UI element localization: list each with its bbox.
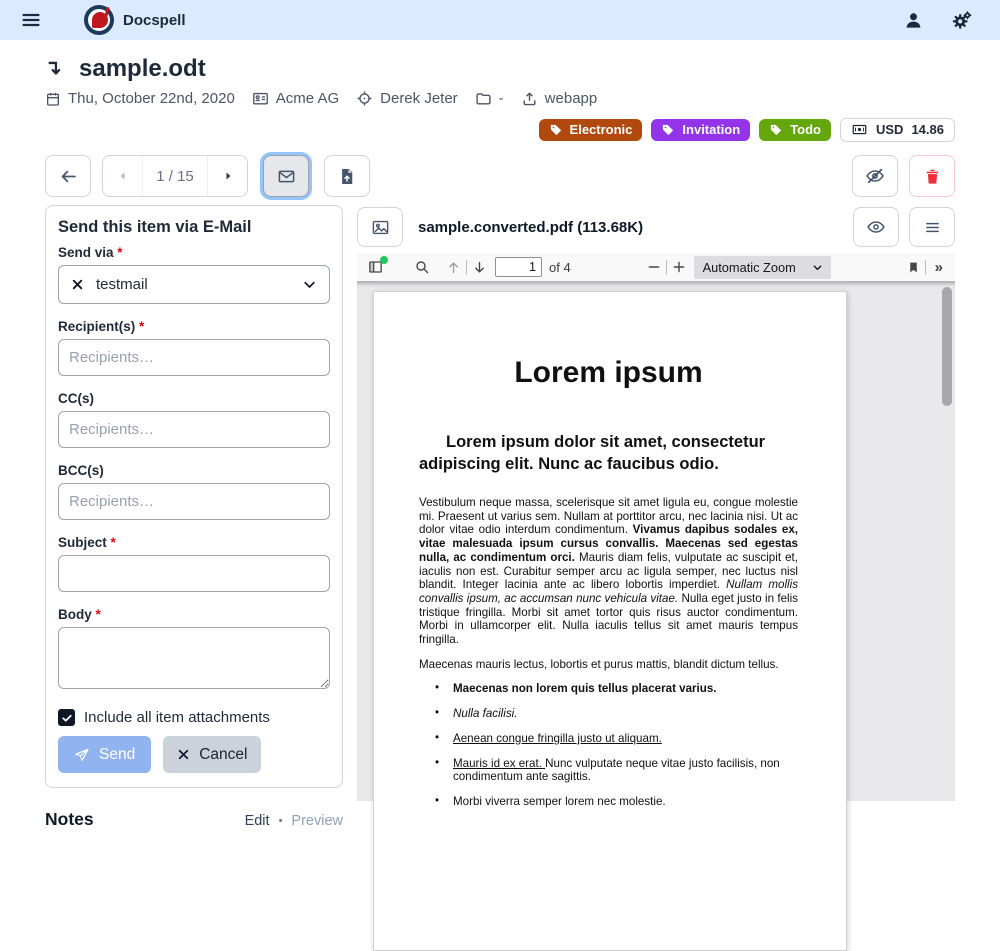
item-pager [102,155,248,197]
pdf-more-tools-button[interactable]: » [934,258,944,276]
attachment-preview-button[interactable] [357,207,403,247]
close-icon [177,748,190,761]
mail-form-heading: Send this item via E-Mail [58,218,252,236]
send-via-label: Send via * [58,245,123,260]
pdf-bookmark-button[interactable] [907,253,920,281]
send-via-select[interactable] [58,265,330,304]
attachment-view-button[interactable] [853,207,899,247]
pdf-bullet-list [419,682,798,808]
crosshair-icon [356,90,373,107]
include-attachments-row[interactable] [58,709,330,726]
app-logo[interactable] [84,5,186,35]
attachment-header [357,205,955,253]
pdf-scrollbar-thumb[interactable] [942,287,952,406]
subject-input[interactable] [58,555,330,592]
top-navbar [0,0,1000,40]
menu-hamburger-icon[interactable] [18,7,44,33]
clear-selection-icon[interactable] [71,278,84,291]
image-icon [371,218,390,237]
item-correspondent[interactable]: Acme AG [252,90,339,107]
menu-lines-icon [924,219,941,236]
bcc-input[interactable] [58,483,330,520]
pdf-doc-subtitle: Lorem ipsum dolor sit amet, consectetur adipiscing elit. Nunc ac faucibus odio. [419,433,766,473]
body-label: Body * [58,607,101,622]
pdf-toolbar [357,253,955,282]
arrow-left-icon [59,167,78,186]
docspell-logo-icon [84,5,114,35]
pdf-bullet-item: • Maecenas non lorem quis tellus placerat varius. [435,681,717,696]
include-attachments-checkbox[interactable] [58,709,75,726]
pdf-page-number-input[interactable] [495,257,542,277]
sidebar-indicator-dot [380,256,388,264]
send-via-value: testmail [96,276,148,293]
eye-icon [866,217,886,237]
pdf-sidebar-toggle-button[interactable] [367,253,384,281]
item-date: Thu, October 22nd, 2020 [45,90,235,107]
item-download-icon[interactable] [45,59,66,80]
app-name: Docspell [123,11,186,29]
arrow-up-icon [446,260,461,275]
cc-label: CC(s) [58,391,94,406]
notes-separator: • [278,815,283,827]
tags-row [45,118,955,142]
trash-icon [924,167,941,186]
pdf-doc-title: Lorem ipsum [514,356,703,389]
body-textarea[interactable] [58,627,330,689]
pdf-zoom-out-button[interactable] [647,253,661,281]
chevron-right-icon [222,170,234,182]
recipients-input[interactable] [58,339,330,376]
chevron-left-icon [117,170,129,182]
recipients-label: Recipient(s) * [58,319,145,334]
pdf-scrollbar[interactable] [942,284,952,799]
pdf-zoom-select[interactable]: Automatic Zoom [694,256,831,279]
item-concerning-person[interactable]: Derek Jeter [356,90,458,107]
bcc-label: BCC(s) [58,463,104,478]
search-icon [414,259,430,275]
cc-input[interactable] [58,411,330,448]
notes-edit-link[interactable]: Edit [244,813,270,829]
check-icon [61,712,73,724]
pdf-page-count: of 4 [549,259,571,275]
delete-item-button[interactable] [909,155,955,197]
item-folder[interactable]: - [475,90,504,107]
pdf-search-button[interactable] [414,253,430,281]
envelope-icon [277,167,296,186]
calendar-icon [45,91,61,107]
amount-currency: USD [876,122,904,137]
eye-slash-icon [865,166,885,186]
item-toolbar [45,155,955,197]
notes-heading: Notes [45,809,94,829]
notes-preview-link[interactable]: Preview [291,813,343,829]
tag-icon [661,123,675,137]
back-button[interactable] [45,155,91,197]
upload-icon [521,90,538,107]
plus-icon [672,260,686,274]
send-mail-form [45,205,343,788]
chevron-down-icon [812,262,823,273]
cancel-button[interactable]: Cancel [163,736,261,773]
add-files-button[interactable] [324,155,370,197]
attachment-menu-button[interactable] [909,207,955,247]
subject-label: Subject * [58,535,116,550]
user-icon[interactable] [904,11,923,30]
attachment-name: sample.converted.pdf (113.68K) [418,218,644,236]
tag-badge[interactable]: Todo [759,119,831,141]
paper-plane-icon [74,747,90,763]
pager-position: 1 / 15 [156,167,194,185]
hide-item-button[interactable] [852,155,898,197]
amount-badge [840,118,955,142]
pager-next-button[interactable] [207,156,247,196]
tag-badge[interactable]: Electronic [539,119,643,141]
pdf-bullet-item: • Mauris id ex erat. Nunc vulputate neque vitae justo facilisis, non condimentum ante sagittis. [435,755,780,784]
pdf-bullet-item: • Nulla facilisi. [435,706,518,721]
include-attachments-label: Include all item attachments [84,709,270,726]
amount-value: 14.86 [911,122,944,137]
settings-gear-icon[interactable] [951,10,972,31]
arrow-down-icon [472,260,487,275]
page-title: sample.odt [79,55,206,82]
file-upload-icon [338,167,356,186]
pdf-page [373,291,847,951]
pdf-zoom-in-button[interactable] [672,253,686,281]
money-bill-icon [851,122,868,137]
pdf-bullet-item: • Aenean congue fringilla justo ut aliquam. [435,730,662,745]
pager-prev-button[interactable] [103,156,143,196]
pdf-viewer-area [357,282,955,808]
address-card-icon [252,90,269,107]
pdf-paragraph-2: Maecenas mauris lectus, lobortis et purus mattis, blandit dictum tellus. [419,657,779,671]
tag-icon [769,123,783,137]
chevron-down-icon [302,277,317,292]
pdf-bullet-item: • Morbi viverra semper lorem nec molestie. [435,793,666,808]
item-source: webapp [521,90,598,107]
tag-badge[interactable]: Invitation [651,119,750,141]
tag-icon [549,123,563,137]
pdf-prev-page-button[interactable] [446,253,461,281]
pdf-paragraph-1: Vestibulum neque massa, scelerisque sit amet ligula eu, congue molestie mi. Praesent ut varius sem. Nullam at porttitor arcu, nec lacinia nisi. Ut ac dolor vitae odio interdum condimentum. Vivamus dapibus sodales ex, vitae malesuada ipsum cursus convallis. Maecenas sed egestas nulla, ac condimentum orci. Mauris diam felis, vulputate ac suscipit et, iaculis non est. Curabitur semper arcu ac ligula semper, nec luctus nisl blandit. Integer lacinia ante ac libero lobortis imperdiet. Nullam mollis convallis ipsum, ac accumsan nunc vehicula vitae. Nulla eget justo in felis tristique fringilla. Morbi sit amet tortor quis risus auctor condimentum. Morbi in ullamcorper elit. Nulla iaculis tellus sit amet mauris tempus fringilla. [419,496,799,647]
send-button[interactable]: Send [58,736,151,773]
bookmark-icon [907,260,920,275]
pdf-next-page-button[interactable] [472,253,487,281]
minus-icon [647,260,661,274]
folder-icon [475,90,492,107]
send-mail-button[interactable] [263,155,309,197]
